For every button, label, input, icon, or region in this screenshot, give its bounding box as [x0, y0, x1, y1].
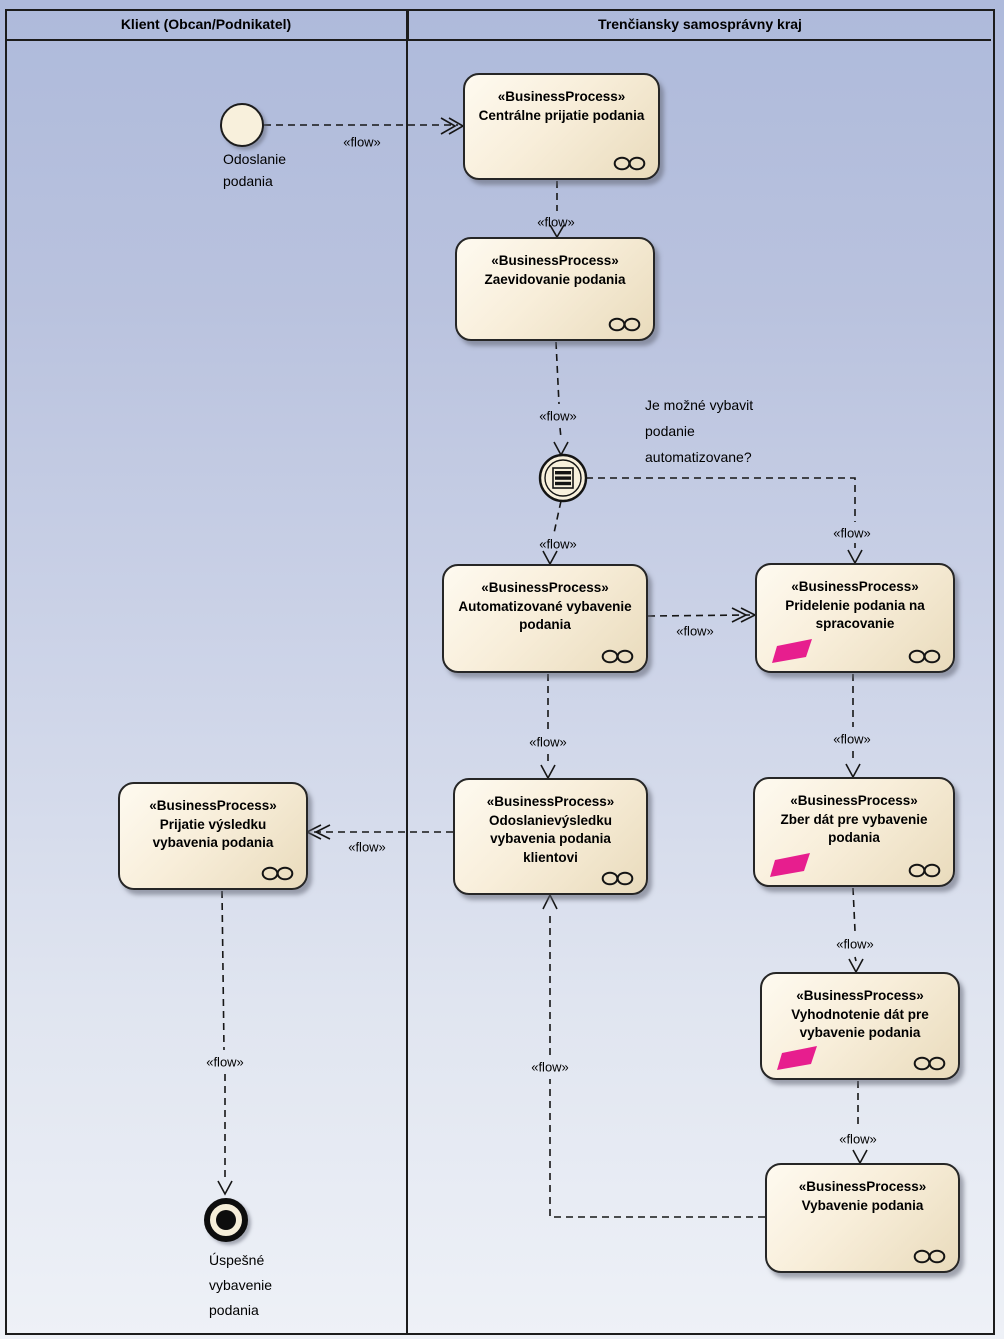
stereotype-label: «BusinessProcess»: [497, 89, 626, 104]
flow-label: «flow»: [348, 839, 386, 855]
stereotype-label: «BusinessProcess»: [790, 793, 918, 808]
stereotype-label: «BusinessProcess»: [481, 580, 609, 595]
process-link-icon: [913, 1249, 947, 1264]
flow-label: «flow»: [839, 1131, 877, 1147]
start-event-label: Odoslanie podania: [223, 151, 287, 189]
decision-junction-node[interactable]: [537, 452, 589, 509]
flow-label: «flow»: [833, 731, 871, 747]
process-zaevidovanie-podania[interactable]: [455, 237, 655, 341]
flow-label: «flow»: [539, 536, 577, 552]
end-event-label: Úspešné vybavenie podania: [209, 1252, 273, 1318]
stereotype-label: «BusinessProcess»: [796, 988, 924, 1003]
process-link-icon: [601, 649, 635, 664]
process-title: Automatizované vybavenie podania: [458, 598, 632, 633]
process-link-icon: [601, 871, 635, 886]
process-vyhodnotenie-dat-pre-vybavenie-podania[interactable]: [760, 972, 960, 1080]
stereotype-label: «BusinessProcess»: [486, 794, 615, 809]
flow-label: «flow»: [529, 734, 567, 750]
process-centralne-prijatie-podania[interactable]: [463, 73, 660, 180]
process-title: Zaevidovanie podania: [484, 271, 626, 287]
process-link-icon: [261, 866, 295, 881]
data-object-icon: [769, 636, 813, 664]
flow-label: «flow»: [836, 936, 874, 952]
flow-label: «flow»: [833, 525, 871, 541]
flow-label: «flow»: [531, 1059, 569, 1075]
process-pridelenie-podania-na-spracovanie[interactable]: [755, 563, 955, 673]
lane-header-tsk: [407, 9, 991, 39]
process-title: Odoslanievýsledku vybavenia podania klientovi: [488, 812, 613, 865]
flow-label: «flow»: [537, 214, 575, 230]
lane-divider: [406, 9, 408, 1333]
decision-question-note: Je možné vybavit podanie automatizovane?: [645, 397, 754, 465]
process-link-icon: [613, 156, 647, 171]
lane-header-klient-label: Klient (Obcan/Podnikatel): [120, 16, 292, 32]
flow-label: «flow»: [343, 134, 381, 150]
swimlane-header-row: [5, 9, 991, 41]
process-link-icon: [913, 1056, 947, 1071]
start-event-node[interactable]: [220, 103, 264, 147]
process-automatizovane-vybavenie-podania[interactable]: [442, 564, 648, 673]
stereotype-label: «BusinessProcess»: [149, 798, 277, 813]
process-link-icon: [608, 317, 642, 332]
flow-label: «flow»: [539, 408, 577, 424]
process-zber-dat-pre-vybavenie-podania[interactable]: [753, 777, 955, 887]
lane-header-tsk-label: Trenčiansky samosprávny kraj: [598, 16, 802, 32]
process-title: Centrálne prijatie podania: [478, 107, 645, 123]
process-odoslanie-vysledku-klientovi[interactable]: [453, 778, 648, 895]
flow-label: «flow»: [206, 1054, 244, 1070]
process-title: Vyhodnotenie dát pre vybavenie podania: [791, 1006, 929, 1041]
process-vybavenie-podania[interactable]: [765, 1163, 960, 1273]
process-title: Pridelenie podania na spracovanie: [785, 597, 925, 632]
end-event-node[interactable]: [204, 1198, 248, 1242]
stereotype-label: «BusinessProcess»: [791, 579, 919, 594]
stereotype-label: «BusinessProcess»: [491, 253, 619, 268]
end-event-dot: [216, 1210, 236, 1230]
process-title: Zber dát pre vybavenie podania: [780, 811, 928, 846]
process-title: Prijatie výsledku vybavenia podania: [152, 816, 274, 851]
data-object-icon: [774, 1043, 818, 1071]
flow-label: «flow»: [676, 623, 714, 639]
lane-header-klient: [5, 9, 407, 39]
process-link-icon: [908, 649, 942, 664]
process-prijatie-vysledku-vybavenia-podania[interactable]: [118, 782, 308, 890]
stereotype-label: «BusinessProcess»: [798, 1179, 927, 1194]
junction-icon: [537, 452, 589, 504]
process-link-icon: [908, 863, 942, 878]
process-title: Vybavenie podania: [801, 1197, 924, 1213]
data-object-icon: [767, 850, 811, 878]
